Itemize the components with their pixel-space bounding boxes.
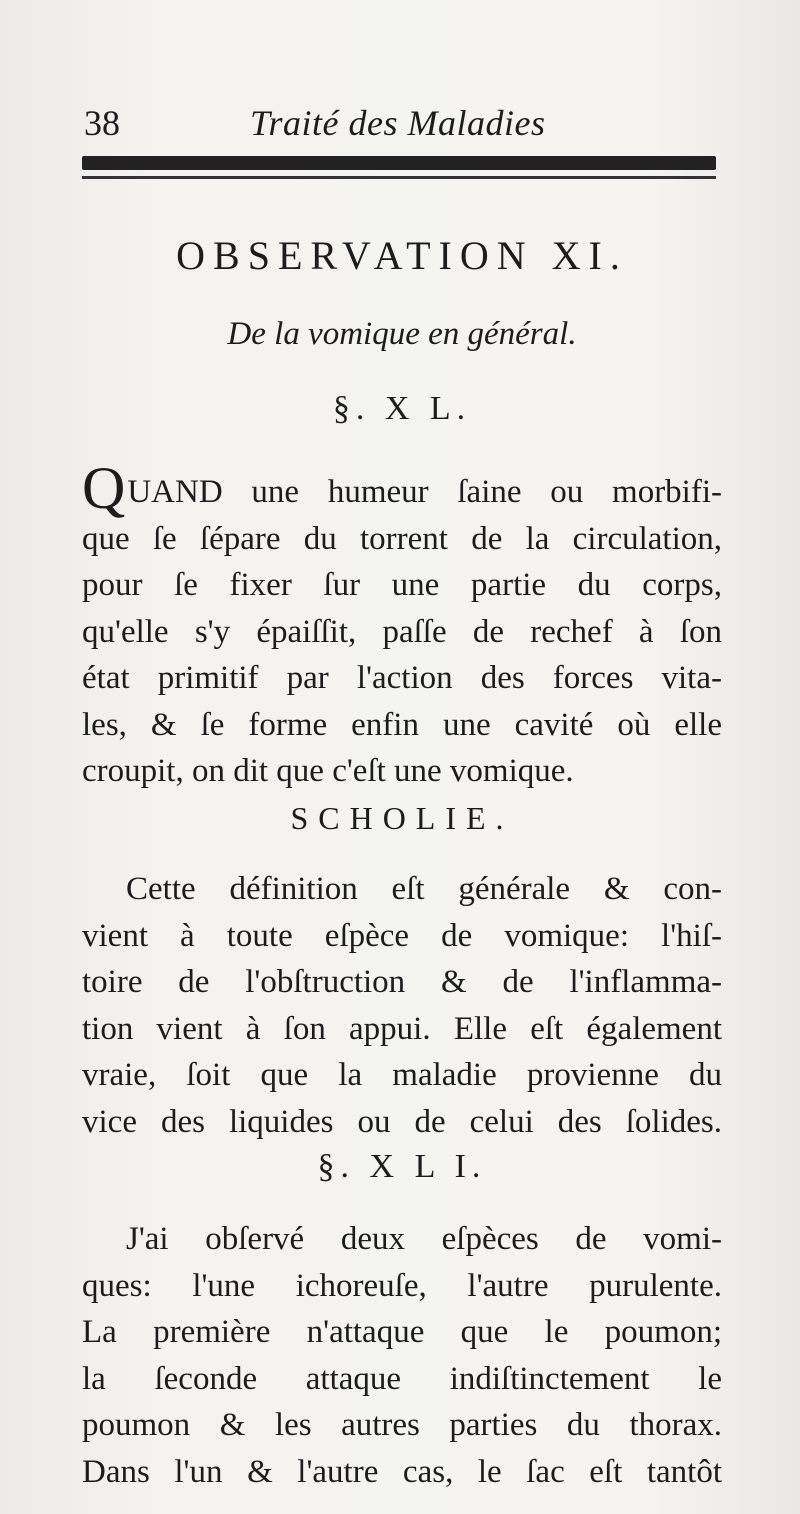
text-line-content: une humeur ſaine ou morbifi- <box>222 474 722 510</box>
text-line: qu'elle s'y épaiſſit, paſſe de rechef à ſon <box>82 613 722 650</box>
text-line: vraie, ſoit que la maladie provienne du <box>82 1057 722 1093</box>
text-line: poumon & les autres parties du thorax. <box>82 1407 722 1443</box>
text-line: ques: l'une ichoreuſe, l'autre purulente. <box>82 1267 722 1304</box>
drop-cap: Q <box>82 455 126 521</box>
running-title: Traité des Maladies <box>250 103 546 143</box>
text-line: vice des liquides ou de celui des ſolides. <box>82 1103 722 1140</box>
text-line: les, & ſe forme enfin une cavité où elle <box>82 706 722 743</box>
header-rule-thick <box>82 156 716 170</box>
text-line: que ſe ſépare du torrent de la circulation, <box>82 520 722 557</box>
observation-subtitle: De la vomique en général. <box>227 316 577 352</box>
text-line: pour ſe fixer ſur une partie du corps, <box>82 567 722 603</box>
scholie-heading: SCHOLIE. <box>290 800 514 836</box>
text-line <box>82 455 722 521</box>
paragraph-scholie <box>82 866 722 1145</box>
page-header <box>80 100 720 150</box>
page-number: 38 <box>84 103 120 143</box>
header-rule-thin <box>82 176 716 179</box>
text-line: tion vient à ſon appui. Elle eſt également <box>82 1010 722 1047</box>
text-line: croupit, on dit que c'eſt une vomique. <box>82 753 574 789</box>
text-line: Cette définition eſt générale & con- <box>126 871 722 907</box>
paragraph-section-xl <box>82 455 722 795</box>
text-line: Dans l'un & l'autre cas, le ſac eſt tantôt <box>82 1453 722 1490</box>
text-line: vient à toute eſpèce de vomique: l'hiſ- <box>82 917 722 954</box>
text-line: La première n'attaque que le poumon; <box>82 1314 722 1350</box>
text-line: état primitif par l'action des forces vita- <box>82 660 722 696</box>
text-line: la ſeconde attaque indiſtinctement le <box>82 1360 722 1397</box>
paragraph-section-xli <box>82 1216 722 1495</box>
section-heading-xl: §. X L. <box>332 390 472 427</box>
first-word: UAND <box>127 474 223 510</box>
text-line: toire de l'obſtruction & de l'inflamma- <box>82 964 722 1000</box>
observation-title: OBSERVATION XI. <box>176 233 628 278</box>
section-heading-xli: §. X L I. <box>317 1148 487 1185</box>
text-line: J'ai obſervé deux eſpèces de vomi- <box>126 1221 722 1257</box>
